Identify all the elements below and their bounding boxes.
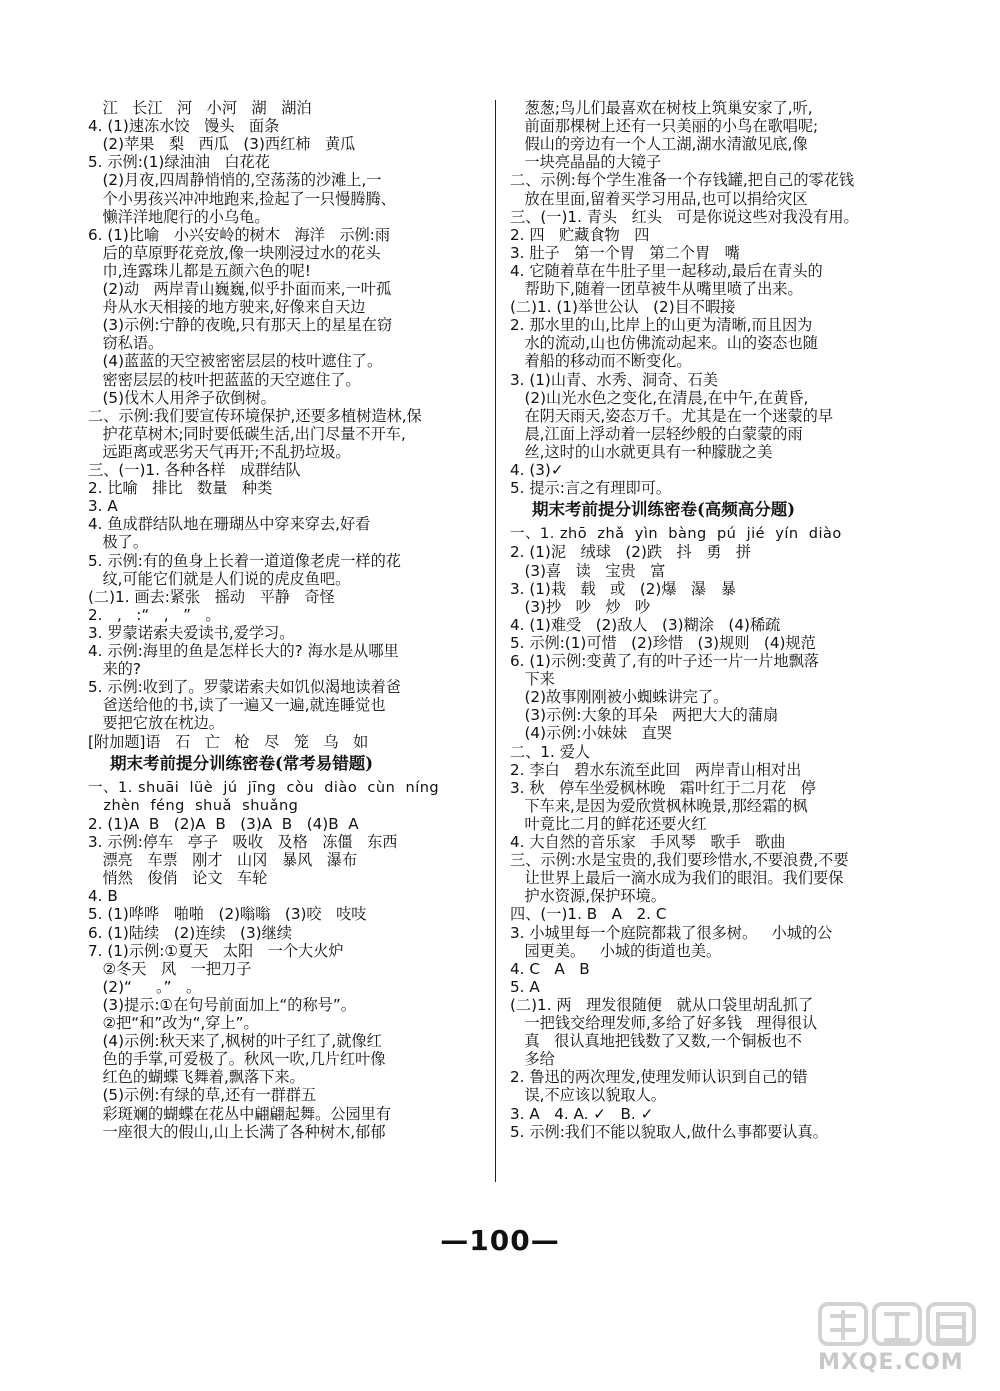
answer-line: 色的手掌,可爱极了。秋风一吹,几片红叶像 — [88, 1050, 386, 1069]
answer-line: (二)1. 两 理发很随便 就从口袋里胡乱抓了 — [510, 995, 814, 1014]
answer-line: 4. 鱼成群结队地在珊瑚丛中穿来穿去,好看 — [88, 515, 371, 534]
answer-line: (3)抄 吵 炒 吵 — [510, 597, 651, 616]
answer-line: 下来 — [510, 670, 555, 689]
answer-line: 三、示例:水是宝贵的,我们要珍惜水,不要浪费,不要 — [510, 851, 849, 870]
answer-line: 前面那棵树上还有一只美丽的小鸟在歌唱呢; — [510, 117, 819, 136]
answer-line: 5. 提示:言之有理即可。 — [510, 479, 672, 498]
answer-line: 2. , :“ , ” 。 — [88, 605, 221, 624]
answer-line: 6. (1)比喻 小兴安岭的树木 海洋 示例:雨 — [88, 225, 391, 244]
answer-line: 远距离或恶劣天气再开;不乱扔垃圾。 — [88, 442, 351, 461]
answer-line: 护花草树木;同时要低碳生活,出门尽量不开车, — [88, 424, 406, 443]
answer-line: 下车来,是因为爱欣赏枫林晚景,那经霜的枫 — [510, 796, 808, 815]
answer-line: 4. (1)速冻水饺 馒头 面条 — [88, 117, 280, 136]
answer-line: (3)示例:宁静的夜晚,只有那天上的星星在窃 — [88, 316, 393, 335]
answer-line: 帮助下,随着一团草被牛从嘴里喷了出来。 — [510, 280, 803, 298]
answer-line: 悄然 俊俏 论文 车轮 — [88, 869, 268, 888]
answer-line: (2)“ 。” 。 — [88, 977, 202, 996]
answer-line: 2. 四 贮藏食物 四 — [510, 225, 650, 244]
answer-line: 4. 它随着草在牛肚子里一起移动,最后在青头的 — [510, 261, 823, 280]
answer-line: 一把钱交给理发师,多给了好多钱 理得很认 — [510, 1014, 818, 1032]
answer-line: ②冬天 风 一把刀子 — [88, 959, 252, 978]
column-divider — [495, 100, 496, 1182]
answer-line: zhèn féng shuǎ shuǎng — [88, 797, 299, 814]
answer-line: 5. A — [510, 977, 540, 996]
answer-line: 二、1. 爱人 — [510, 742, 591, 761]
answer-line: 3. (1)山青、水秀、洞奇、石美 — [510, 370, 718, 389]
answer-line: (3)喜 读 宝贵 富 — [510, 561, 666, 580]
answer-line: 二、示例:每个学生准备一个存钱罐,把自己的零花钱 — [510, 171, 855, 190]
answer-line: 三、(一)1. 各种各样 成群结队 — [88, 461, 301, 479]
answer-line: 4. (3)✓ — [510, 461, 564, 479]
answer-line: 葱葱;鸟儿们最喜欢在树枝上筑巢安家了,听, — [510, 99, 813, 117]
answer-line: 5. 示例:(1)绿油油 白花花 — [88, 153, 270, 172]
answer-line: 懒洋洋地爬行的小乌龟。 — [88, 207, 270, 226]
answer-line: 5. 示例:收到了。罗蒙诺索夫如饥似渴地读着爸 — [88, 678, 401, 697]
answer-line: 2. (1)泥 绒球 (2)跌 抖 勇 拼 — [510, 543, 752, 562]
answer-line: 纹,可能它们就是人们说的虎皮鱼吧。 — [88, 569, 351, 588]
answer-line: 3. (1)栽 载 或 (2)爆 瀑 暴 — [510, 579, 736, 598]
watermark-stamp-icon — [808, 1300, 988, 1352]
answer-line: 巾,连露珠儿都是五颜六色的呢! — [88, 261, 311, 280]
answer-line: 5. (1)哗哗 啪啪 (2)嗡嗡 (3)咬 吱吱 — [88, 905, 367, 924]
watermark-logo — [808, 1300, 988, 1384]
answer-line: 护水资源,保护环境。 — [510, 887, 666, 906]
answer-line: 园更美。 小城的街道也美。 — [510, 941, 722, 960]
page-number: —100— — [440, 1224, 560, 1257]
answer-line: ②把“和”改为“,穿上”。 — [88, 1014, 259, 1032]
answer-line: 叶竟比二月的鲜花还要火红 — [510, 814, 707, 833]
answer-line: (4)蓝蓝的天空被密密层层的枝叶遮住了。 — [88, 352, 383, 371]
answer-line: 3. 示例:停车 亭子 吸收 及格 冻僵 东西 — [88, 833, 398, 851]
answer-line: (2)山光水色之变化,在清晨,在中午,在黄昏, — [510, 388, 809, 407]
answer-line: 后的草原野花竞放,像一块刚浸过水的花头 — [88, 243, 381, 262]
answer-line: 5. 示例:有的鱼身上长着一道道像老虎一样的花 — [88, 551, 401, 570]
answer-line: 6. (1)示例:变黄了,有的叶子还一片一片地飘落 — [510, 652, 819, 670]
answer-line: 7. (1)示例:①夏天 太阳 一个大火炉 — [88, 941, 344, 960]
answer-line: 3. 肚子 第一个胃 第二个胃 嘴 — [510, 243, 740, 262]
answer-line: 着船的移动而不断变化。 — [510, 352, 692, 371]
answer-line: 2. 鲁迅的两次理发,使理发师认识到自己的错 — [510, 1068, 808, 1087]
answer-line: (3)提示:①在句号前面加上“的称号”。 — [88, 995, 356, 1014]
answer-line: 三、(一)1. 青头 红头 可是你说这些对我没有用。 — [510, 207, 859, 226]
answer-line: 6. (1)陆续 (2)连续 (3)继续 — [88, 923, 292, 942]
answer-line: (2)动 两岸青山巍巍,似乎扑面而来,一叶孤 — [88, 280, 392, 298]
answer-line: 2. (1)A B (2)A B (3)A B (4)B A — [88, 814, 359, 833]
answer-line: 4. C A B — [510, 959, 590, 978]
answer-line: 晨,江面上浮动着一层轻纱般的白蒙蒙的雨 — [510, 424, 803, 443]
answer-line: 密密层层的枝叶把蓝蓝的天空遮住了。 — [88, 370, 361, 389]
answer-line: 漂亮 车票 刚才 山冈 暴风 瀑布 — [88, 851, 358, 870]
answer-line: 3. 小城里每一个庭院都栽了很多树。 小城的公 — [510, 923, 833, 942]
answer-line: 一、1. shuāi lüè jú jīng còu diào cùn níng — [88, 779, 440, 796]
answer-line: 5. 示例:我们不能以貌取人,做什么事都要认真。 — [510, 1122, 828, 1141]
answer-line: 爸送给他的书,读了一遍又一遍,就连睡觉也 — [88, 696, 386, 715]
answer-line: (2)苹果 梨 西瓜 (3)西红柿 黄瓜 — [88, 135, 356, 154]
answer-line: 二、示例:我们要宣传环境保护,还要多植树造林,保 — [88, 406, 422, 425]
answer-line: 假山的旁边有一个人工湖,湖水清澈见底,像 — [510, 135, 808, 154]
answer-line: 4. 大自然的音乐家 手风琴 歌手 歌曲 — [510, 833, 786, 851]
answer-line: 2. 李白 碧水东流至此回 两岸青山相对出 — [510, 760, 802, 779]
answer-line: 5. 示例:(1)可惜 (2)珍惜 (3)规则 (4)规范 — [510, 633, 816, 652]
answer-line: (2)故事刚刚被小蜘蛛讲完了。 — [510, 688, 729, 707]
answer-line: 误,不应该以貌取人。 — [510, 1086, 666, 1105]
answer-line: 3. A 4. A. ✓ B. ✓ — [510, 1104, 654, 1123]
answer-line: 红色的蝴蝶飞舞着,飘落下来。 — [88, 1068, 305, 1087]
answer-line: 在阴天雨天,姿态万千。尤其是在一个迷蒙的早 — [510, 406, 834, 425]
answer-line: 丝,这时的山水就更具有一种朦胧之美 — [510, 442, 773, 461]
answer-line: 一座很大的假山,山上长满了各种树木,郁郁 — [88, 1122, 386, 1141]
answer-line: (5)伐木人用斧子砍倒树。 — [88, 388, 276, 407]
answer-line: [附加题]语 石 亡 枪 尽 笼 乌 如 — [88, 732, 369, 751]
answer-line: (二)1. 画去:紧张 摇动 平静 奇怪 — [88, 587, 335, 606]
answer-line: 多给 — [510, 1050, 555, 1069]
answer-line: 4. B — [88, 887, 118, 906]
answer-line: 四、(一)1. B A 2. C — [510, 905, 667, 924]
section-title: 期末考前提分训练密卷(常考易错题) — [110, 753, 374, 773]
answer-line: (3)示例:大象的耳朵 两把大大的蒲扇 — [510, 706, 779, 725]
section-title: 期末考前提分训练密卷(高频高分题) — [532, 500, 796, 520]
answer-line: 3. A — [88, 497, 118, 516]
answer-line: 放在里面,留着买学习用品,也可以捐给灾区 — [510, 189, 808, 208]
answer-line: (4)示例:秋天来了,枫树的叶子红了,就像红 — [88, 1032, 382, 1051]
answer-line: (二)1. (1)举世公认 (2)目不暇接 — [510, 298, 736, 317]
answer-line: (2)月夜,四周静悄悄的,空荡荡的沙滩上,一 — [88, 171, 382, 190]
watermark-url: MXQE.COM — [818, 1350, 964, 1375]
answer-line: 一块亮晶晶的大镜子 — [510, 153, 662, 172]
answer-line: (5)示例:有绿的草,还有一群群五 — [88, 1086, 317, 1105]
answer-line: 4. (1)难受 (2)敌人 (3)糊涂 (4)稀疏 — [510, 615, 781, 634]
answer-line: 要把它放在枕边。 — [88, 714, 224, 733]
answer-line: 江 长江 河 小河 湖 湖泊 — [88, 99, 312, 117]
answer-line: 4. 示例:海里的鱼是怎样长大的? 海水是从哪里 — [88, 642, 399, 660]
answer-line: 一、1. zhō zhǎ yìn bàng pú jié yín diào — [510, 526, 842, 543]
answer-line: 彩斑斓的蝴蝶在花丛中翩翩起舞。公园里有 — [88, 1104, 392, 1123]
answer-line: 水的流动,山也仿佛流动起来。山的姿态也随 — [510, 334, 818, 353]
answer-line: 3. 罗蒙诺索夫爱读书,爱学习。 — [88, 623, 295, 642]
answer-line: 个小男孩兴冲冲地跑来,捡起了一只慢腾腾、 — [88, 189, 396, 208]
answer-line: 极了。 — [88, 533, 149, 552]
answer-line: (4)示例:小妹妹 直哭 — [510, 724, 672, 743]
answer-line: 让世界上最后一滴水成为我们的眼泪。我们要保 — [510, 869, 844, 888]
answer-line: 真 很认真地把钱数了又数,一个铜板也不 — [510, 1032, 802, 1051]
answer-line: 舟从水天相接的地方驶来,好像来自天边 — [88, 298, 366, 317]
answer-line: 2. 比喻 排比 数量 种类 — [88, 479, 273, 498]
answer-line: 2. 那水里的山,比岸上的山更为清晰,而且因为 — [510, 316, 813, 335]
answer-line: 窃私语。 — [88, 334, 164, 353]
answer-line: 3. 秋 停车坐爱枫林晚 霜叶红于二月花 停 — [510, 778, 816, 797]
answer-line: 来的? — [88, 660, 141, 679]
